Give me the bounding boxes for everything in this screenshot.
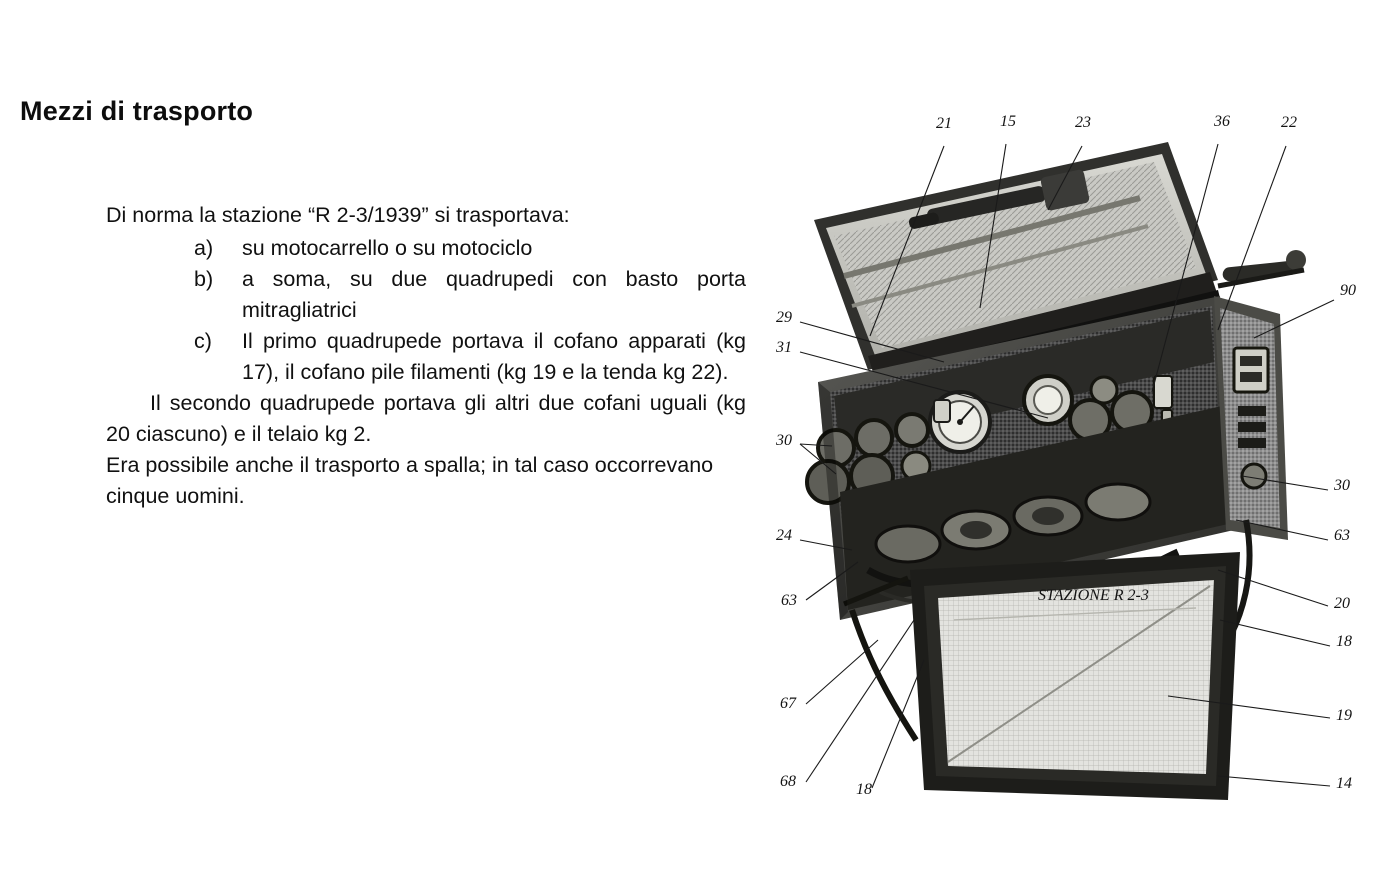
- list-marker: c): [194, 329, 212, 353]
- body-text-block: [106, 200, 746, 512]
- callout-22: 22: [1281, 114, 1297, 131]
- callout-29: 29: [776, 309, 792, 326]
- callout-20: 20: [1334, 595, 1350, 612]
- callout-67: 67: [780, 695, 796, 712]
- callout-90: 90: [1340, 282, 1356, 299]
- list-item: [106, 264, 746, 326]
- callout-63-left: 63: [781, 592, 797, 609]
- list-item: [106, 326, 746, 388]
- right-side-panel: [1214, 296, 1288, 540]
- list-item: [106, 233, 746, 264]
- list-item-text: su motocarrello o su motociclo: [242, 236, 533, 260]
- list-marker: a): [194, 236, 214, 260]
- list-marker: b): [194, 267, 214, 291]
- callout-30-right: 30: [1334, 477, 1350, 494]
- callout-63-right: 63: [1334, 527, 1350, 544]
- callout-68: 68: [780, 773, 796, 790]
- callout-31: 31: [776, 339, 792, 356]
- callout-21: 21: [936, 115, 952, 132]
- callout-30-left: 30: [776, 432, 792, 449]
- equipment-illustration: [807, 142, 1306, 800]
- callout-23: 23: [1075, 114, 1091, 131]
- callout-18-bottom: 18: [856, 781, 872, 798]
- bottom-caption: [225, 812, 1045, 830]
- antenna-assembly: [1218, 250, 1306, 286]
- intro-line: Di norma la stazione “R 2-3/1939” si trasportava:: [106, 203, 570, 227]
- list-item-text: a soma, su due quadrupedi con basto porta mitragliatrici: [242, 267, 746, 322]
- list-item-text: Il primo quadrupede portava il cofano apparati (kg 17), il cofano pile filamenti (kg 19 e la tenda kg 22).: [242, 329, 746, 384]
- callout-18-right: 18: [1336, 633, 1352, 650]
- base-panel-plate-text: STAZIONE R 2-3: [1038, 587, 1149, 604]
- callout-24: 24: [776, 527, 792, 544]
- lettered-list: [106, 233, 746, 388]
- callout-36: 36: [1214, 113, 1230, 130]
- figure-radio-station: [748, 100, 1368, 820]
- callout-19: 19: [1336, 707, 1352, 724]
- paragraph: Il secondo quadrupede portava gli altri due cofani uguali (kg 20 ciascuno) e il telaio kg 2.: [106, 391, 746, 446]
- callout-15: 15: [1000, 113, 1016, 130]
- page-title: Mezzi di trasporto: [20, 96, 254, 127]
- paragraph: Era possibile anche il trasporto a spalla; in tal caso occorrevano cinque uomini.: [106, 453, 714, 508]
- callout-14: 14: [1336, 775, 1352, 792]
